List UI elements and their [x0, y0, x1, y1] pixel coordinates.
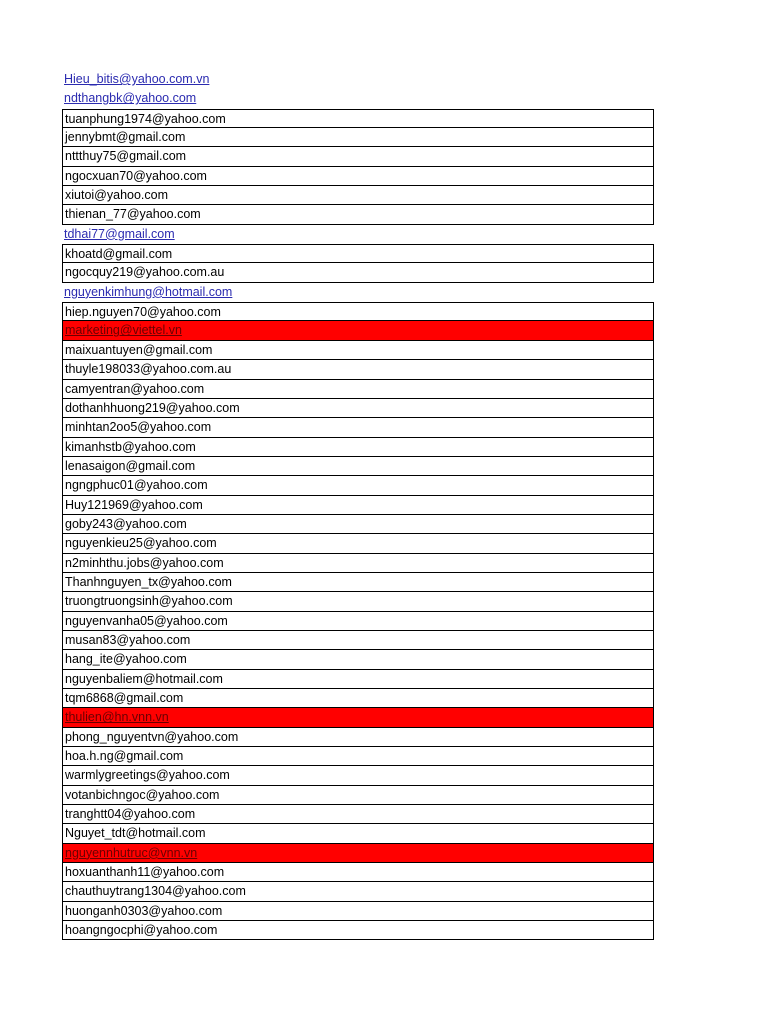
email-row-21: lenasaigon@gmail.com	[62, 457, 654, 476]
email-row-32: nguyenbaliem@hotmail.com	[62, 670, 654, 689]
email-row-22: ngngphuc01@yahoo.com	[62, 476, 654, 495]
email-row-28: truongtruongsinh@yahoo.com	[62, 592, 654, 611]
email-row-17: camyentran@yahoo.com	[62, 380, 654, 399]
email-sheet	[62, 70, 654, 940]
email-row-12[interactable]: nguyenkimhung@hotmail.com	[64, 284, 233, 299]
email-row-9[interactable]: tdhai77@gmail.com	[64, 226, 175, 241]
email-row-36: hoa.h.ng@gmail.com	[62, 747, 654, 766]
email-row-23: Huy121969@yahoo.com	[62, 496, 654, 515]
email-row-5: nttthuy75@gmail.com	[62, 147, 654, 166]
email-row-13: hiep.nguyen70@yahoo.com	[62, 302, 654, 321]
email-row-11: ngocquy219@yahoo.com.au	[62, 263, 654, 282]
email-row-4: jennybmt@gmail.com	[62, 128, 654, 147]
email-row-15: maixuantuyen@gmail.com	[62, 341, 654, 360]
email-row-34[interactable]: thulien@hn.vnn.vn	[62, 708, 654, 727]
email-row-3: tuanphung1974@yahoo.com	[62, 109, 654, 128]
email-row-8: thienan_77@yahoo.com	[62, 205, 654, 224]
email-row-29: nguyenvanha05@yahoo.com	[62, 612, 654, 631]
email-row-26: n2minhthu.jobs@yahoo.com	[62, 554, 654, 573]
email-row-40: Nguyet_tdt@hotmail.com	[62, 824, 654, 843]
email-row-18: dothanhhuong219@yahoo.com	[62, 399, 654, 418]
email-row-6: ngocxuan70@yahoo.com	[62, 167, 654, 186]
email-row-37: warmlygreetings@yahoo.com	[62, 766, 654, 785]
email-row-16: thuyle198033@yahoo.com.au	[62, 360, 654, 379]
email-row-14[interactable]: marketing@viettel.vn	[62, 321, 654, 340]
email-row-38: votanbichngoc@yahoo.com	[62, 786, 654, 805]
email-row-20: kimanhstb@yahoo.com	[62, 438, 654, 457]
email-row-45: hoangngocphi@yahoo.com	[62, 921, 654, 940]
email-row-27: Thanhnguyen_tx@yahoo.com	[62, 573, 654, 592]
email-row-24: goby243@yahoo.com	[62, 515, 654, 534]
email-row-2[interactable]: ndthangbk@yahoo.com	[64, 91, 197, 106]
email-row-44: huonganh0303@yahoo.com	[62, 902, 654, 921]
email-row-39: tranghtt04@yahoo.com	[62, 805, 654, 824]
email-row-42: hoxuanthanh11@yahoo.com	[62, 863, 654, 882]
email-row-41[interactable]: nguyennhutruc@vnn.vn	[62, 844, 654, 863]
email-row-30: musan83@yahoo.com	[62, 631, 654, 650]
email-row-7: xiutoi@yahoo.com	[62, 186, 654, 205]
email-row-35: phong_nguyentvn@yahoo.com	[62, 728, 654, 747]
email-row-33: tqm6868@gmail.com	[62, 689, 654, 708]
email-row-1[interactable]: Hieu_bitis@yahoo.com.vn	[64, 72, 210, 86]
email-row-25: nguyenkieu25@yahoo.com	[62, 534, 654, 553]
email-row-31: hang_ite@yahoo.com	[62, 650, 654, 669]
email-row-43: chauthuytrang1304@yahoo.com	[62, 882, 654, 901]
email-row-19: minhtan2oo5@yahoo.com	[62, 418, 654, 437]
email-row-10: khoatd@gmail.com	[62, 244, 654, 263]
